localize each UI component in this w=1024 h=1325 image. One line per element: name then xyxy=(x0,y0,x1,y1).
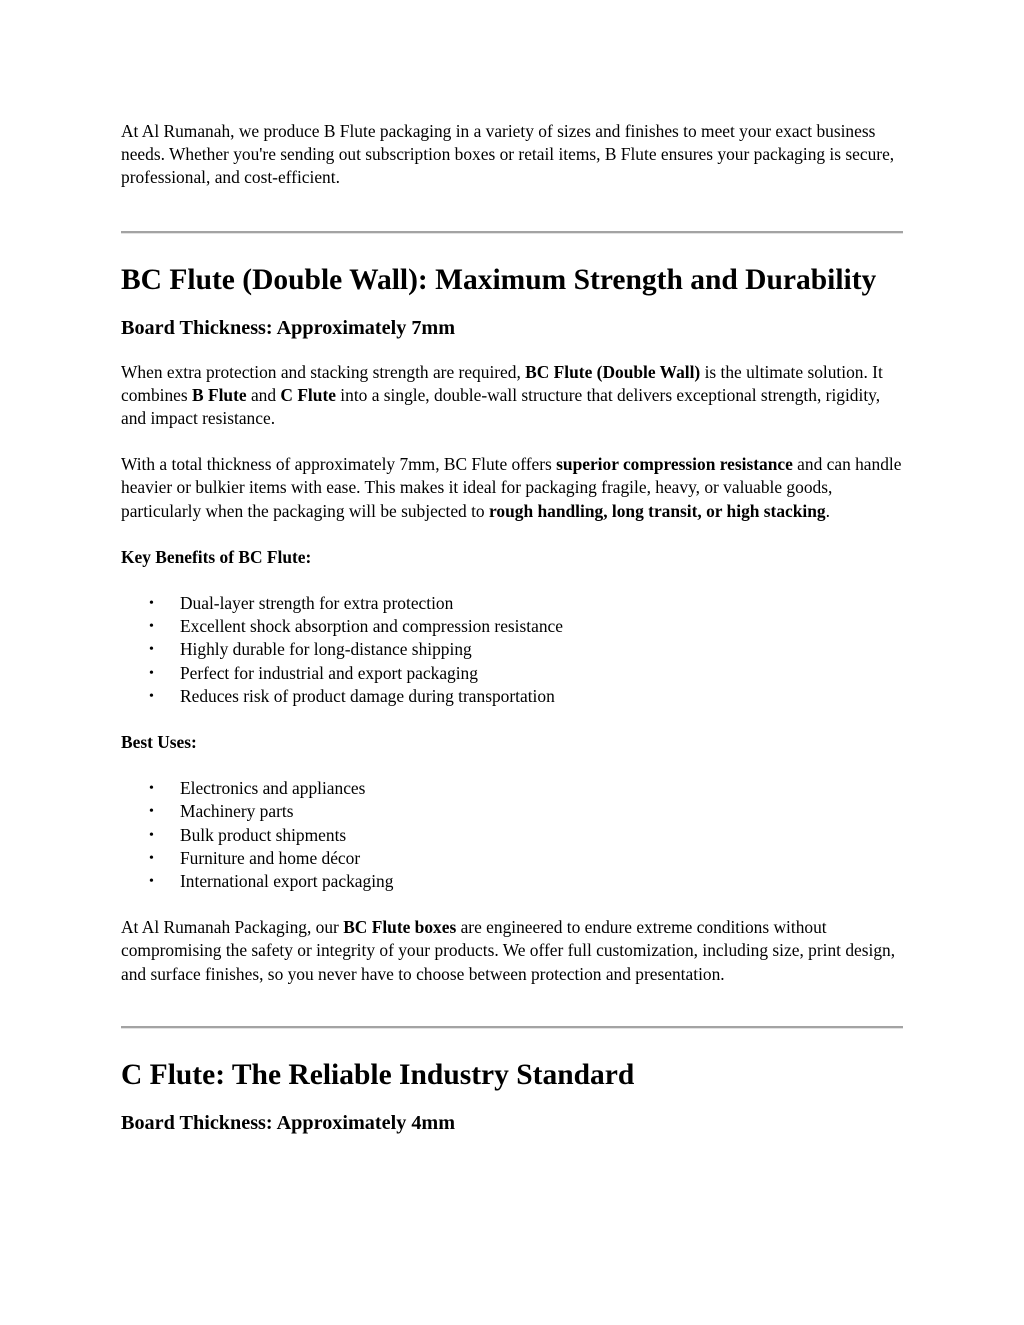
list-item: • International export packaging xyxy=(180,870,905,893)
list-item: • Excellent shock absorption and compression resistance xyxy=(180,615,905,638)
best-uses-list xyxy=(121,777,905,893)
list-item: • Electronics and appliances xyxy=(180,777,905,800)
bc-flute-paragraph-2: With a total thickness of approximately 7mm, BC Flute offers superior compression resistance and can handle heavier or bulkier items with ease. This makes it ideal for packaging fragile, heavy, or valuable goods, particularly when the packaging will be subjected to rough handling, long transit, or high stacking. xyxy=(121,454,902,521)
list-item: • Bulk product shipments xyxy=(180,824,905,847)
list-item: • Machinery parts xyxy=(180,800,905,823)
bc-flute-paragraph-1: When extra protection and stacking strength are required, BC Flute (Double Wall) is the ultimate solution. It combines B Flute and C Flute into a single, double-wall structure that delivers exceptional strength, rigidity, and impact resistance. xyxy=(121,361,883,429)
key-benefits-heading: Key Benefits of BC Flute: xyxy=(121,546,312,567)
list-item: • Dual-layer strength for extra protection xyxy=(180,592,905,615)
section-divider-2 xyxy=(121,1026,903,1029)
bc-flute-heading: BC Flute (Double Wall): Maximum Strength and Durability xyxy=(121,263,877,296)
key-benefits-list xyxy=(121,592,905,708)
document-page xyxy=(121,120,905,1135)
best-uses-heading: Best Uses: xyxy=(121,732,197,753)
list-item: • Highly durable for long-distance shipping xyxy=(180,638,905,661)
c-flute-heading: C Flute: The Reliable Industry Standard xyxy=(121,1058,635,1091)
list-item: • Furniture and home décor xyxy=(180,847,905,870)
intro-paragraph: At Al Rumanah, we produce B Flute packaging in a variety of sizes and finishes to meet your exact business needs. Whether you're sending out subscription boxes or retail items, B Flute ensures your packaging is secure, professional, and cost-efficient. xyxy=(121,121,895,188)
bc-flute-paragraph-3: At Al Rumanah Packaging, our BC Flute boxes are engineered to endure extreme conditions without compromising the safety or integrity of your products. We offer full customization, including size, print design, and surface finishes, so you never have to choose between protection and presentation. xyxy=(121,917,896,984)
c-flute-thickness: Board Thickness: Approximately 4mm xyxy=(121,1111,456,1134)
list-item: • Reduces risk of product damage during transportation xyxy=(180,685,905,708)
section-divider-1 xyxy=(121,231,903,234)
list-item: • Perfect for industrial and export packaging xyxy=(180,662,905,685)
bc-flute-thickness: Board Thickness: Approximately 7mm xyxy=(121,316,456,339)
